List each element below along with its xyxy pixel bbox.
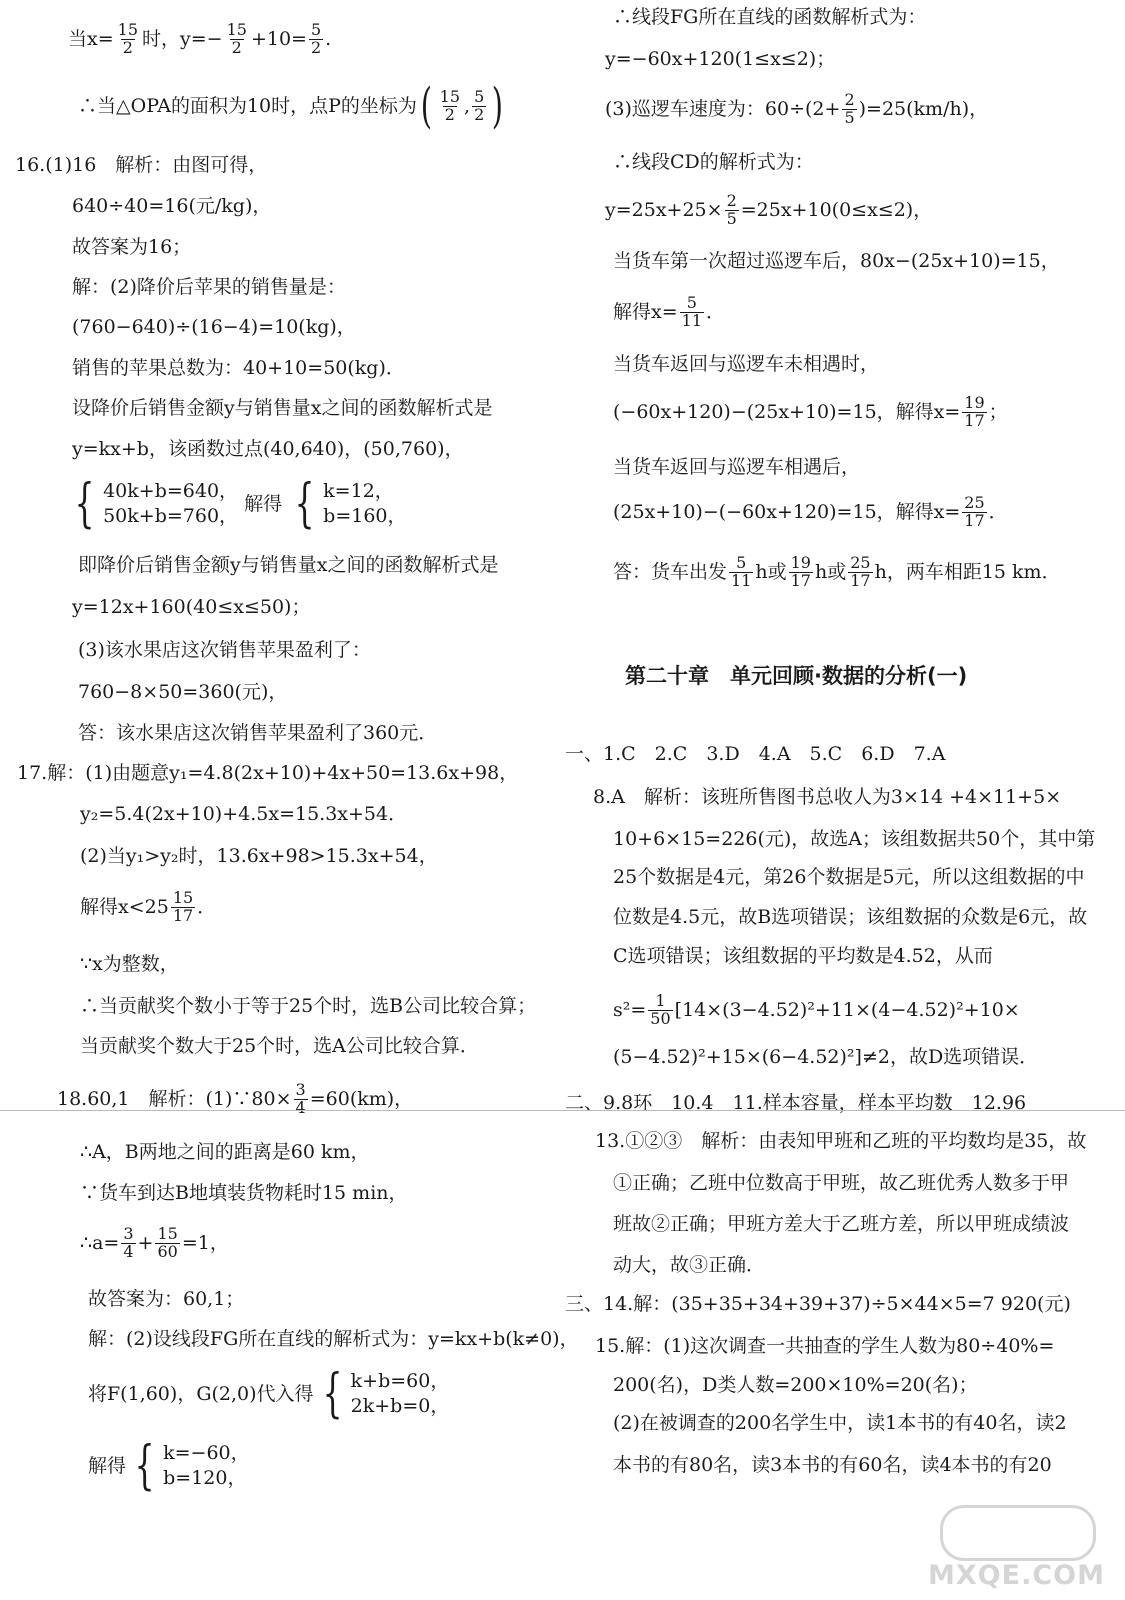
frac-den: 5 (726, 208, 737, 228)
fraction (648, 993, 672, 1028)
text: =60(km)， (309, 1087, 414, 1110)
text: ． (706, 300, 726, 323)
frac-den: 2 (444, 104, 455, 124)
frac-num: 1 (655, 991, 666, 1010)
text: )=25(km/h)， (858, 97, 989, 120)
line: 解：(2)降价后苹果的销售量是： (72, 276, 346, 298)
text: h或 (755, 560, 787, 583)
fraction (472, 86, 486, 124)
frac-den: 2 (310, 37, 322, 57)
frac-num: 5 (736, 553, 747, 572)
frac-num: 15 (172, 888, 194, 907)
line: ∴当贡献奖个数小于等于25个时，选B公司比较合算； (80, 995, 537, 1017)
text: ∴a= (80, 1231, 120, 1254)
line (613, 395, 1008, 430)
line (66, 474, 409, 534)
text: ； (988, 400, 1008, 423)
text: k=−60， (163, 1442, 250, 1464)
line: 13.①②③ 解析：由表知甲班和乙班的平均数均是35，故 (595, 1130, 1087, 1152)
line (80, 890, 216, 925)
equation-system (128, 1436, 250, 1496)
frac-den: 11 (681, 310, 702, 330)
text: h，两车相距15 km． (874, 560, 1061, 583)
watermark-logo-icon (940, 1505, 1096, 1561)
equation-system (288, 474, 407, 534)
line: ∵x为整数， (80, 953, 179, 975)
line: 当货车返回与巡逻车未相遇时， (613, 353, 880, 375)
text: 50k+b=760， (103, 505, 239, 527)
text: ． (988, 500, 1008, 523)
line (88, 1364, 451, 1424)
frac-den: 2 (122, 37, 133, 57)
line: 答：该水果店这次销售苹果盈利了360元． (78, 722, 438, 744)
text: (−60x+120)−(25x+10)=15，解得x= (613, 400, 961, 423)
frac-num: 25 (964, 493, 985, 512)
fraction (848, 555, 872, 590)
line: 200(名)，D类人数=200×10%=20(名)； (613, 1374, 978, 1396)
paren: ( (420, 78, 432, 134)
text: + (137, 1231, 154, 1254)
fraction (309, 22, 323, 57)
text: 解得 (88, 1454, 127, 1477)
line: 故答案为：60,1； (88, 1288, 245, 1310)
line: 当货车第一次超过巡逻车后，80x−(25x+10)=15， (613, 250, 1060, 272)
frac-den: 5 (844, 107, 855, 127)
line: 一、1.C 2.C 3.D 4.A 5.C 6.D 7.A (565, 743, 946, 765)
text: (25x+10)−(−60x+120)=15，解得x= (613, 500, 961, 523)
text: b=160， (323, 505, 407, 527)
text: 当x= (68, 27, 114, 50)
line: C选项错误；该组数据的平均数是4.52，从而 (613, 945, 993, 967)
line: 动大，故③正确． (613, 1254, 766, 1276)
line: 班故②正确；甲班方差大于乙班方差，所以甲班成绩波 (613, 1213, 1070, 1235)
fraction (962, 495, 986, 530)
fraction (438, 86, 462, 124)
frac-num: 15 (117, 20, 138, 39)
line: 位数是4.5元，故B选项错误；该组数据的众数是6元，故 (613, 906, 1088, 928)
line: ∴线段CD的解析式为： (613, 151, 814, 173)
line: y₂=5.4(2x+10)+4.5x=15.3x+54． (80, 803, 408, 825)
text: , (464, 94, 471, 117)
frac-num: 5 (686, 293, 697, 312)
equation-system (68, 474, 239, 534)
text: s²= (613, 998, 647, 1021)
frac-den: 2 (474, 104, 485, 124)
fraction (225, 22, 249, 57)
frac-num: 2 (726, 191, 737, 210)
line: 三、14.解：(35+35+34+39+37)÷5×44×5=7 920(元) (565, 1293, 1071, 1315)
text: 解得x= (613, 300, 678, 323)
line: 销售的苹果总数为：40+10=50(kg)． (72, 357, 405, 379)
frac-den: 17 (964, 410, 985, 430)
watermark (920, 1505, 1105, 1595)
line (613, 555, 1061, 590)
line (613, 495, 1008, 530)
line (605, 92, 988, 127)
text: +10= (250, 27, 307, 50)
line: 8.A 解析：该班所售图书总收人为3×14 +4×11+5× (593, 786, 1062, 808)
line (613, 993, 1020, 1028)
text: 2k+b=0， (350, 1395, 450, 1417)
chapter-heading: 第二十章 单元回顾·数据的分析(一) (625, 664, 968, 688)
text: 时，y=− (142, 27, 223, 50)
frac-den: 11 (731, 570, 752, 590)
line: 故答案为16； (72, 236, 192, 258)
line: 15.解：(1)这次调查一共抽查的学生人数为80÷40%= (595, 1335, 1055, 1357)
frac-num: 15 (157, 1224, 178, 1243)
page-divider (0, 1110, 1125, 1111)
line: (5−4.52)²+15×(6−4.52)²]≠2，故D选项错误． (613, 1046, 1039, 1068)
line (68, 22, 331, 57)
text: 18.60,1 解析：(1)∵80× (57, 1087, 292, 1110)
text: 答：货车出发 (613, 560, 728, 583)
line (613, 295, 725, 330)
brace: { (294, 474, 315, 534)
line: 25个数据是4元，第26个数据是5元，所以这组数据的中 (613, 866, 1085, 888)
equation-system (316, 1364, 450, 1424)
frac-num: 3 (295, 1080, 306, 1099)
text: . (325, 27, 332, 50)
text: ∴当△OPA的面积为10时，点P的坐标为 (78, 94, 417, 117)
line: 即降价后销售金额y与销售量x之间的函数解析式是 (78, 554, 499, 576)
line: 17.解：(1)由题意y₁=4.8(2x+10)+4x+50=13.6x+98， (17, 762, 519, 784)
line: ∴线段FG所在直线的函数解析式为： (613, 6, 927, 28)
text: y=25x+25× (605, 198, 723, 221)
text: 解得 (244, 492, 283, 515)
line (88, 1436, 252, 1496)
fraction (680, 295, 704, 330)
fraction (155, 1226, 179, 1261)
frac-den: 4 (295, 1097, 306, 1117)
frac-den: 4 (123, 1241, 134, 1261)
frac-num: 2 (844, 90, 855, 109)
fraction (294, 1082, 308, 1117)
text: 将F(1,60)，G(2,0)代入得 (88, 1382, 314, 1405)
frac-num: 15 (226, 20, 247, 39)
text: (3)巡逻车速度为：60÷(2+ (605, 97, 841, 120)
fraction (725, 193, 739, 228)
watermark-text: MXQE.COM (928, 1560, 1105, 1591)
frac-num: 5 (474, 86, 485, 106)
line: ①正确；乙班中位数高于甲班，故乙班优秀人数多于甲 (613, 1172, 1070, 1194)
text: =25x+10(0≤x≤2)， (740, 198, 933, 221)
line: (2)在被调查的200名学生中，读1本书的有40名，读2 (613, 1412, 1067, 1434)
line: 10+6×15=226(元)，故选A；该组数据共50个，其中第 (613, 828, 1096, 850)
fraction (121, 1226, 135, 1261)
line: y=12x+160(40≤x≤50)； (72, 596, 311, 618)
line: 当货车返回与巡逻车相遇后， (613, 456, 861, 478)
line: ∴A，B两地之间的距离是60 km， (80, 1141, 370, 1163)
frac-num: 19 (790, 553, 811, 572)
line: 当贡献奖个数大于25个时，选A公司比较合算． (80, 1035, 479, 1057)
text: b=120， (163, 1467, 247, 1489)
text: ． (197, 895, 217, 918)
brace: { (134, 1436, 155, 1496)
frac-num: 15 (439, 86, 461, 106)
frac-den: 17 (964, 510, 985, 530)
line (57, 1082, 413, 1117)
frac-num: 19 (964, 393, 985, 412)
text: k=12， (323, 480, 394, 502)
text: =1， (181, 1231, 229, 1254)
brace: { (74, 474, 95, 534)
line (80, 1226, 229, 1261)
frac-den: 60 (157, 1241, 178, 1261)
line: ∵货车到达B地填装货物耗时15 min， (80, 1182, 408, 1204)
line: y=kx+b，该函数过点(40,640)，(50,760)， (72, 438, 464, 460)
line: 解：(2)设线段FG所在直线的解析式为：y=kx+b(k≠0)， (88, 1328, 579, 1350)
fraction (789, 555, 813, 590)
line (605, 193, 932, 228)
frac-num: 3 (123, 1224, 134, 1243)
text: k+b=60， (350, 1370, 450, 1392)
paren: ) (491, 78, 504, 134)
text: 解得x<25 (80, 895, 169, 918)
text: 40k+b=640， (103, 480, 239, 502)
line (78, 78, 507, 134)
frac-den: 17 (850, 570, 871, 590)
fraction (842, 92, 856, 127)
fraction (962, 395, 986, 430)
fraction (116, 22, 140, 57)
fraction (729, 555, 753, 590)
frac-den: 17 (172, 905, 194, 925)
text: h或 (814, 560, 847, 583)
frac-den: 50 (650, 1008, 671, 1028)
frac-den: 17 (790, 570, 811, 590)
line: 本书的有80名，读3本书的有60名，读4本书的有20 (613, 1454, 1052, 1476)
brace: { (322, 1364, 343, 1424)
line: 二、9.8环 10.4 11.样本容量，样本平均数 12.96 (565, 1092, 1027, 1114)
frac-den: 2 (231, 37, 242, 57)
line: 16.(1)16 解析：由图可得， (15, 154, 268, 176)
line: (3)该水果店这次销售苹果盈利了： (78, 639, 371, 661)
line: (760−640)÷(16−4)=10(kg)， (72, 316, 356, 338)
line: (2)当y₁>y₂时，13.6x+98>15.3x+54， (80, 845, 438, 867)
frac-num: 5 (310, 20, 322, 39)
frac-num: 25 (850, 553, 871, 572)
line: 760−8×50=360(元)， (78, 681, 288, 703)
line: 设降价后销售金额y与销售量x之间的函数解析式是 (72, 397, 493, 419)
text: [14×(3−4.52)²+11×(4−4.52)²+10× (674, 998, 1020, 1021)
fraction (171, 890, 195, 925)
line: y=−60x+120(1≤x≤2)； (605, 48, 836, 70)
line: 640÷40=16(元/kg)， (72, 195, 272, 217)
